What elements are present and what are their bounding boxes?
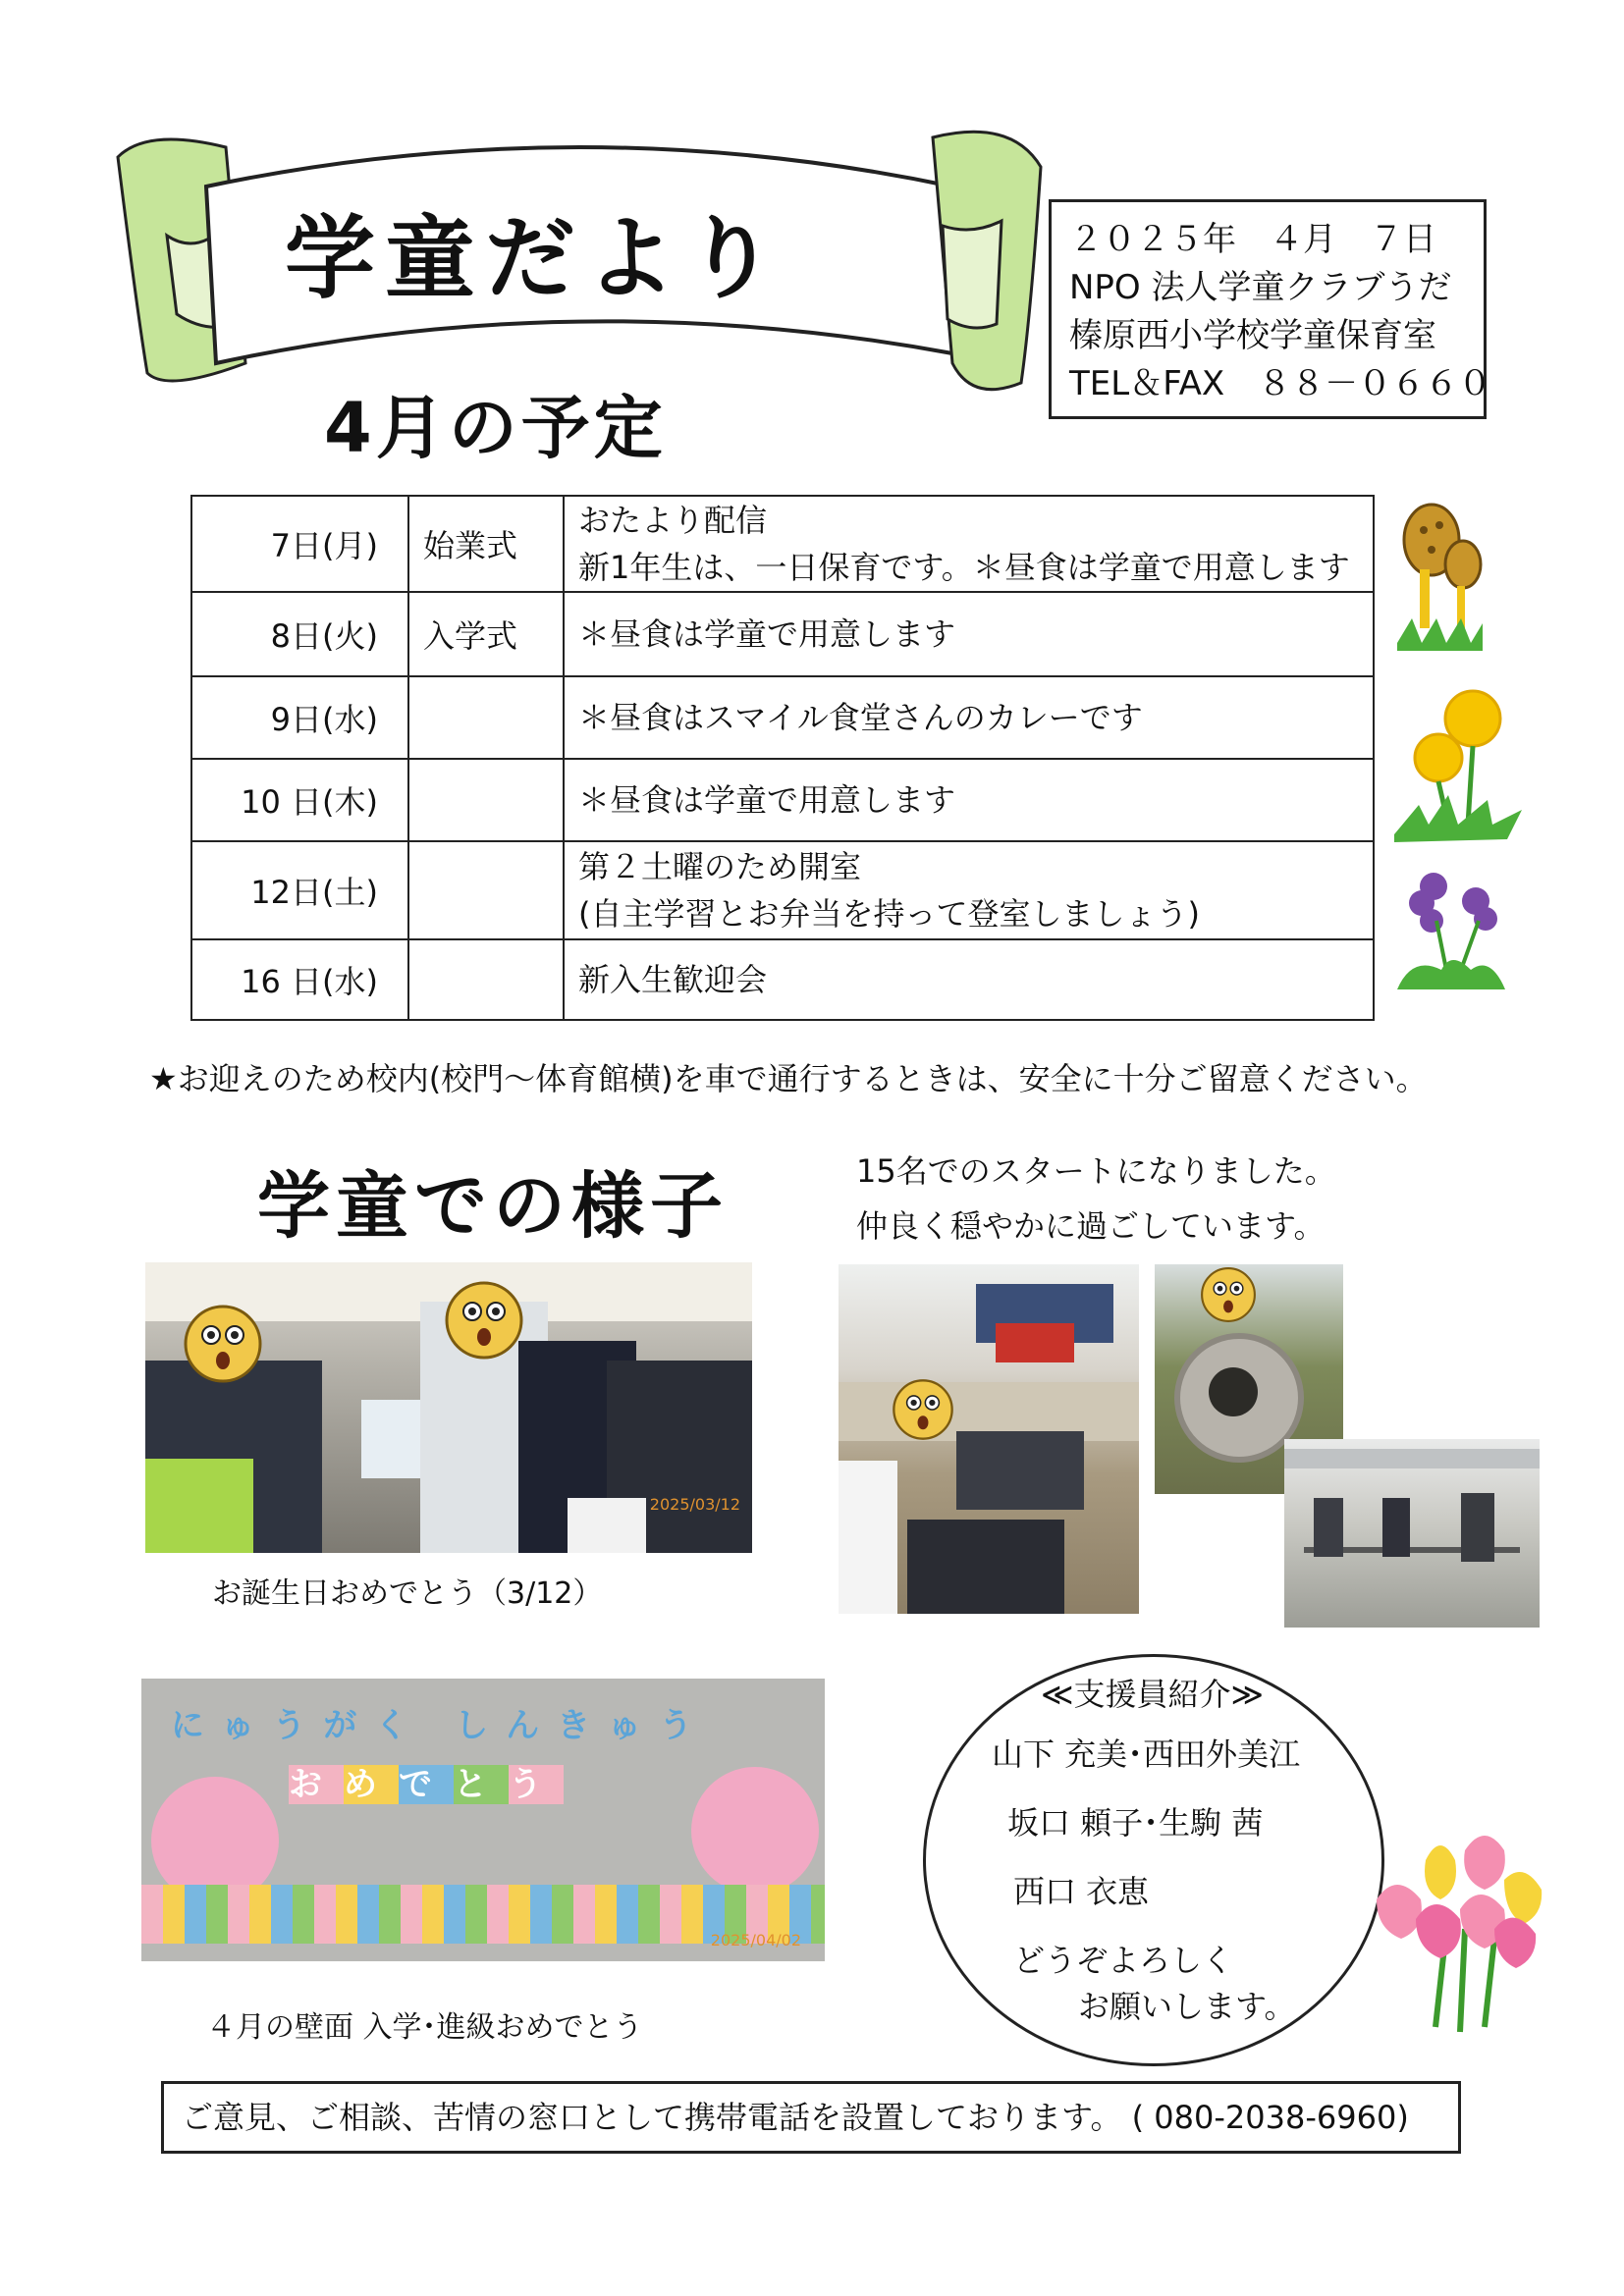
schedule-note-line: 新入生歓迎会 xyxy=(578,961,768,998)
schedule-row xyxy=(191,939,1374,1020)
wall-decoration-photo xyxy=(141,1679,825,1961)
wall-letter: ゅ xyxy=(221,1706,273,1745)
tel-fax: TEL＆FAX ８８－０６６０ xyxy=(1069,364,1492,403)
schedule-note-line: (自主学習とお弁当を持って登室しましょう) xyxy=(578,895,1200,933)
wall-letter: と xyxy=(454,1765,509,1804)
staff-line-5: お願いします。 xyxy=(1078,1988,1296,2025)
schedule-event xyxy=(408,676,564,759)
wall-letter: に xyxy=(171,1706,222,1745)
schedule-notes xyxy=(564,592,1374,676)
wall-letter: き xyxy=(557,1706,609,1745)
schedule-note-line: 第２土曜のため開室 xyxy=(578,848,862,885)
schedule-date: 16 日(水) xyxy=(191,939,408,1020)
schedule-note-line: ＊昼食は学童で用意します xyxy=(578,781,956,819)
schedule-heading: 4月の予定 xyxy=(324,388,667,468)
activity-intro xyxy=(856,1144,1336,1254)
wall-banner-bottom xyxy=(289,1757,564,1805)
wall-letter: ゅ xyxy=(608,1706,660,1745)
violet-icon xyxy=(1392,862,1510,999)
schedule-note-line: ＊昼食はスマイル食堂さんのカレーです xyxy=(578,699,1143,736)
issue-date: ２０２５年 ４月 ７日 xyxy=(1069,220,1436,259)
wall-letter: し xyxy=(455,1706,507,1745)
schedule-table xyxy=(190,495,1375,1021)
unicycle-photo xyxy=(1284,1439,1540,1628)
birthday-caption: お誕生日おめでとう（3/12） xyxy=(212,1576,603,1611)
wall-caption: ４月の壁面 入学･進級おめでとう xyxy=(206,2010,643,2045)
wall-banner-top xyxy=(171,1698,710,1746)
room-photo xyxy=(839,1264,1139,1614)
schedule-event xyxy=(408,759,564,841)
smiley-face-icon xyxy=(444,1280,524,1361)
tulip-bouquet-icon xyxy=(1367,1821,1549,2043)
organization-name: NPO 法人学童クラブうだ xyxy=(1069,268,1452,307)
smiley-face-icon xyxy=(1200,1266,1257,1323)
schedule-date: 7日(月) xyxy=(191,496,408,592)
info-box xyxy=(1049,199,1492,419)
wall-letter: が xyxy=(323,1706,375,1745)
schedule-notes xyxy=(564,759,1374,841)
traffic-notice: ★お迎えのため校内(校門～体育館横)を車で通行するときは、安全に十分ご留意ください。 xyxy=(149,1060,1428,1097)
schedule-date: 10 日(木) xyxy=(191,759,408,841)
wall-letter: め xyxy=(344,1765,399,1804)
schedule-note-line: 新1年生は、一日保育です。＊昼食は学童で用意します xyxy=(578,549,1350,586)
schedule-notes xyxy=(564,676,1374,759)
schedule-event xyxy=(408,939,564,1020)
schedule-row xyxy=(191,841,1374,939)
schedule-event xyxy=(408,841,564,939)
staff-heading: ≪支援員紹介≫ xyxy=(1041,1676,1265,1713)
room-name: 榛原西小学校学童保育室 xyxy=(1069,316,1436,355)
staff-line-2: 坂口 頼子･生駒 茜 xyxy=(1007,1804,1264,1842)
schedule-notes xyxy=(564,496,1374,592)
schedule-date: 9日(水) xyxy=(191,676,408,759)
schedule-note-line: ＊昼食は学童で用意します xyxy=(578,615,956,653)
smiley-face-icon xyxy=(183,1304,263,1384)
schedule-note-line: おたより配信 xyxy=(578,502,768,539)
schedule-row xyxy=(191,496,1374,592)
schedule-date: 8日(火) xyxy=(191,592,408,676)
newsletter-title: 学童だより xyxy=(285,206,786,311)
wall-letter: う xyxy=(659,1706,711,1745)
staff-intro-text xyxy=(992,1669,1300,2028)
wall-letter: で xyxy=(399,1765,454,1804)
mushroom-icon xyxy=(1392,496,1487,653)
intro-line-1: 15名でのスタートになりました。 xyxy=(856,1152,1336,1190)
wall-letter: う xyxy=(509,1765,564,1804)
dandelion-icon xyxy=(1389,687,1527,844)
schedule-date: 12日(土) xyxy=(191,841,408,939)
activity-heading: 学童での様子 xyxy=(257,1164,729,1249)
staff-line-1: 山下 充美･西田外美江 xyxy=(992,1735,1301,1773)
staff-line-3: 西口 衣恵 xyxy=(1013,1873,1150,1910)
intro-line-2: 仲良く穏やかに過ごしています。 xyxy=(856,1207,1326,1245)
wall-letter: ん xyxy=(506,1706,558,1745)
schedule-event: 入学式 xyxy=(408,592,564,676)
contact-footer: ご意見、ご相談、苦情の窓口として携帯電話を設置しております。 ( 080-2038-6960) xyxy=(161,2081,1461,2154)
schedule-notes xyxy=(564,939,1374,1020)
photo-date-stamp: 2025/03/12 xyxy=(649,1495,740,1514)
wall-letter: お xyxy=(289,1765,344,1804)
schedule-notes xyxy=(564,841,1374,939)
schedule-row xyxy=(191,592,1374,676)
wall-letter: う xyxy=(272,1706,324,1745)
staff-line-4: どうぞよろしく xyxy=(1013,1942,1234,1979)
schedule-row xyxy=(191,759,1374,841)
photo-date-stamp: 2025/04/02 xyxy=(710,1931,801,1949)
schedule-event: 始業式 xyxy=(408,496,564,592)
schedule-row xyxy=(191,676,1374,759)
smiley-face-icon xyxy=(892,1378,954,1441)
wall-letter: く xyxy=(374,1706,426,1745)
